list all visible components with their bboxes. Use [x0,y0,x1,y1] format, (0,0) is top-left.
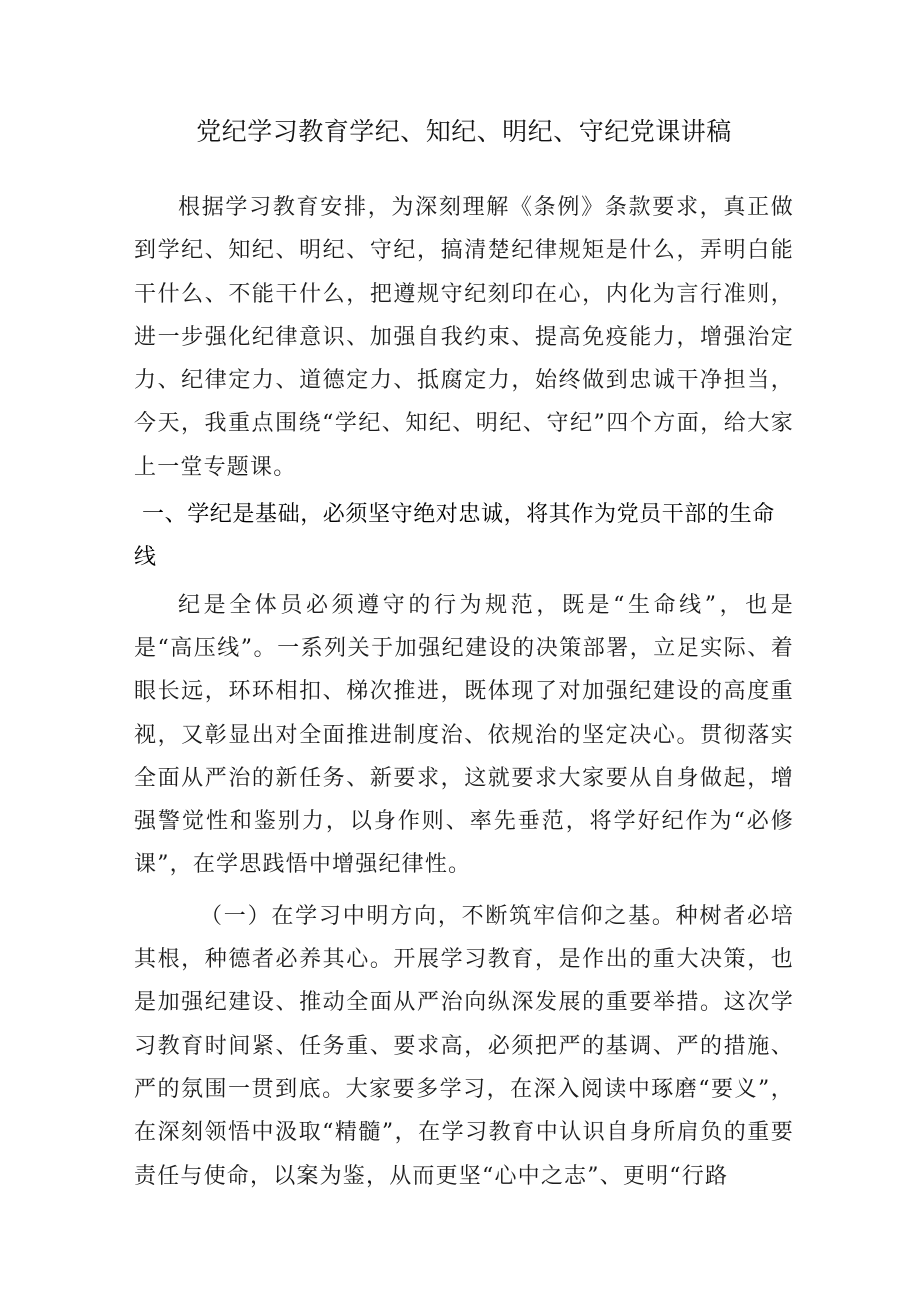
intro-paragraph: 根据学习教育安排，为深刻理解《条例》条款要求，真正做到学纪、知纪、明纪、守纪，搞清楚纪律规矩是什么，弄明白能干什么、不能干什么，把遵规守纪刻印在心，内化为言行准则，进一步强化纪律意识、加强自我约束、提高免疫能力，增强治定力、纪律定力、道德定力、抵腐定力，始终做到忠诚干净担当，今天，我重点围绕“学纪、知纪、明纪、守纪”四个方面，给大家上一堂专题课。 [134,195,794,480]
subsection-1-paragraph: （一）在学习中明方向，不断筑牢信仰之基。种树者必培其根，种德者必养其心。开展学习教育，是作出的重大决策，也是加强纪建设、推动全面从严治向纵深发展的重要举措。这次学习教育时间紧、任务重、要求高，必须把严的基调、严的措施、严的氛围一贯到底。大家要多学习，在深入阅读中琢磨“要义”，在深刻领悟中汲取“精髓”，在学习教育中认识自身所肩负的重要责任与使命，以案为鉴，从而更坚“心中之志”、更明“行路 [134,903,794,1189]
page-title: 党纪学习教育学纪、知纪、明纪、守纪党课讲稿 [196,117,732,146]
document-body [134,112,794,1198]
section-heading-1-text: 一、学纪是基础，必须坚守绝对忠诚，将其作为党员干部的生命线 [134,502,775,571]
section-1-paragraph: 纪是全体员必须遵守的行为规范，既是“生命线”，也是是“高压线”。一系列关于加强纪建设的决策部署，立足实际、着眼长远，环环相扣、梯次推进，既体现了对加强纪建设的高度重视，又彰显出对全面推进制度治、依规治的坚定决心。贯彻落实全面从严治的新任务、新要求，这就要求大家要从自身做起，增强警觉性和鉴别力，以身作则、率先垂范，将学好纪作为“必修课”，在学思践悟中增强纪律性。 [134,592,794,878]
section-heading-1 [134,493,794,580]
